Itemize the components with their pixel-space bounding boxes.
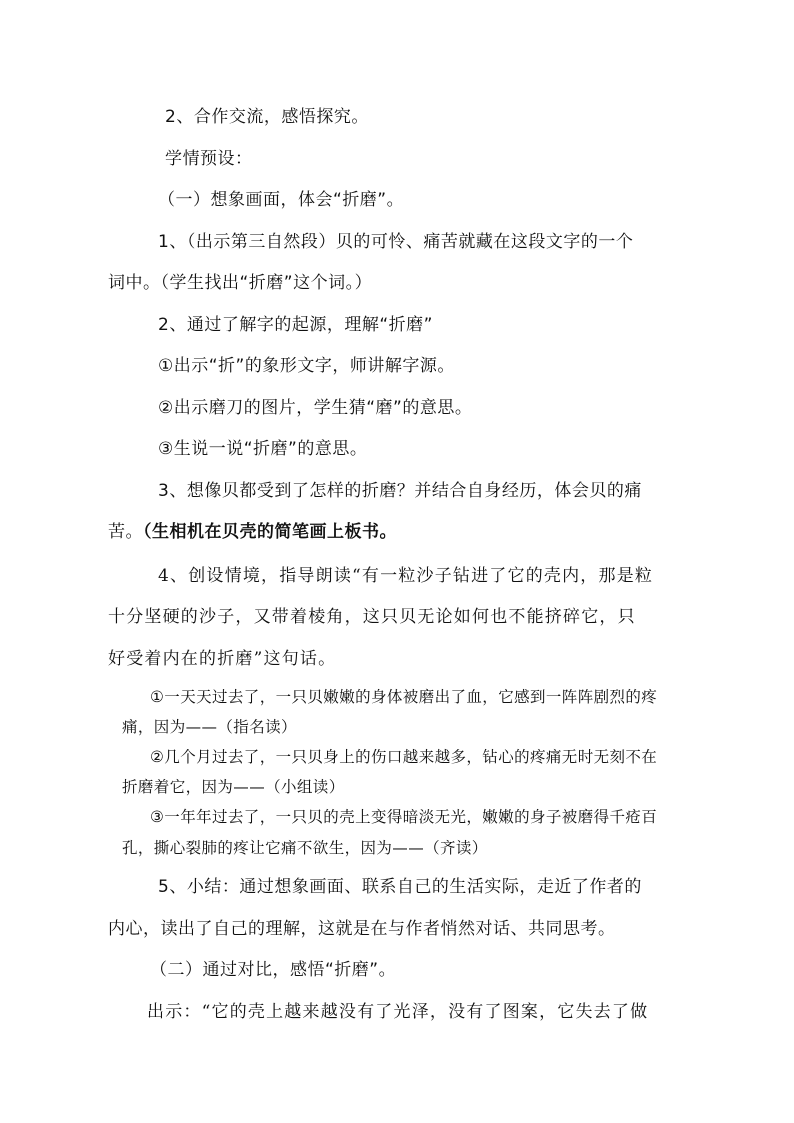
text-line: 内心，读出了自己的理解，这就是在与作者悄然对话、共同思考。 [108, 919, 616, 939]
section-heading: （二）通过对比，感悟“折磨”。 [150, 960, 397, 980]
text-line: 3、想像贝都受到了怎样的折磨？并结合自身经历，体会贝的痛 [158, 481, 642, 501]
text-line: 折磨着它，因为——（小组读） [122, 778, 345, 796]
list-item: ③一年年过去了，一只贝的壳上变得暗淡无光，嫩嫩的身子被磨得千疮百 [150, 808, 658, 826]
text-line: 4、创设情境，指导朗读“有一粒沙子钻进了它的壳内，那是粒 [158, 566, 654, 586]
list-item: ②出示磨刀的图片，学生猜“磨”的意思。 [158, 398, 473, 418]
text-line: 1、（出示第三自然段）贝的可怜、痛苦就藏在这段文字的一个 [158, 232, 634, 252]
text-line: 词中。（学生找出“折磨”这个词。） [108, 273, 373, 293]
text-line: 好受着内在的折磨”这句话。 [108, 649, 337, 669]
list-item: ①出示“折”的象形文字，师讲解字源。 [158, 356, 455, 376]
text-fragment: 苦。 [108, 522, 143, 542]
list-item: ③生说一说“折磨”的意思。 [158, 439, 368, 459]
list-item: ①一天天过去了，一只贝嫩嫩的身体被磨出了血，它感到一阵阵剧烈的疼 [150, 688, 658, 706]
text-line: 痛，因为——（指名读） [122, 718, 297, 736]
text-line: 孔，撕心裂肺的疼让它痛不欲生，因为——（齐读） [122, 839, 488, 857]
text-line: 出示：“它的壳上越来越没有了光泽，没有了图案，它失去了做 [147, 1002, 649, 1022]
text-line: 2、通过了解字的起源，理解“折磨” [158, 315, 433, 335]
text-line: 学情预设： [165, 149, 253, 169]
text-line: 十分坚硬的沙子，又带着棱角，这只贝无论如何也不能挤碎它，只 [108, 607, 636, 627]
list-item: ②几个月过去了，一只贝身上的伤口越来越多，钻心的疼痛无时无刻不在 [150, 748, 658, 766]
blackboard-note: （生相机在贝壳的简笔画上板书。 [143, 522, 397, 542]
text-line: 5、小结：通过想象画面、联系自己的生活实际，走近了作者的 [158, 877, 642, 897]
text-line [108, 521, 397, 543]
section-heading: （一）想象画面，体会“折磨”。 [158, 190, 405, 210]
text-line: 2、合作交流，感悟探究。 [165, 107, 369, 127]
